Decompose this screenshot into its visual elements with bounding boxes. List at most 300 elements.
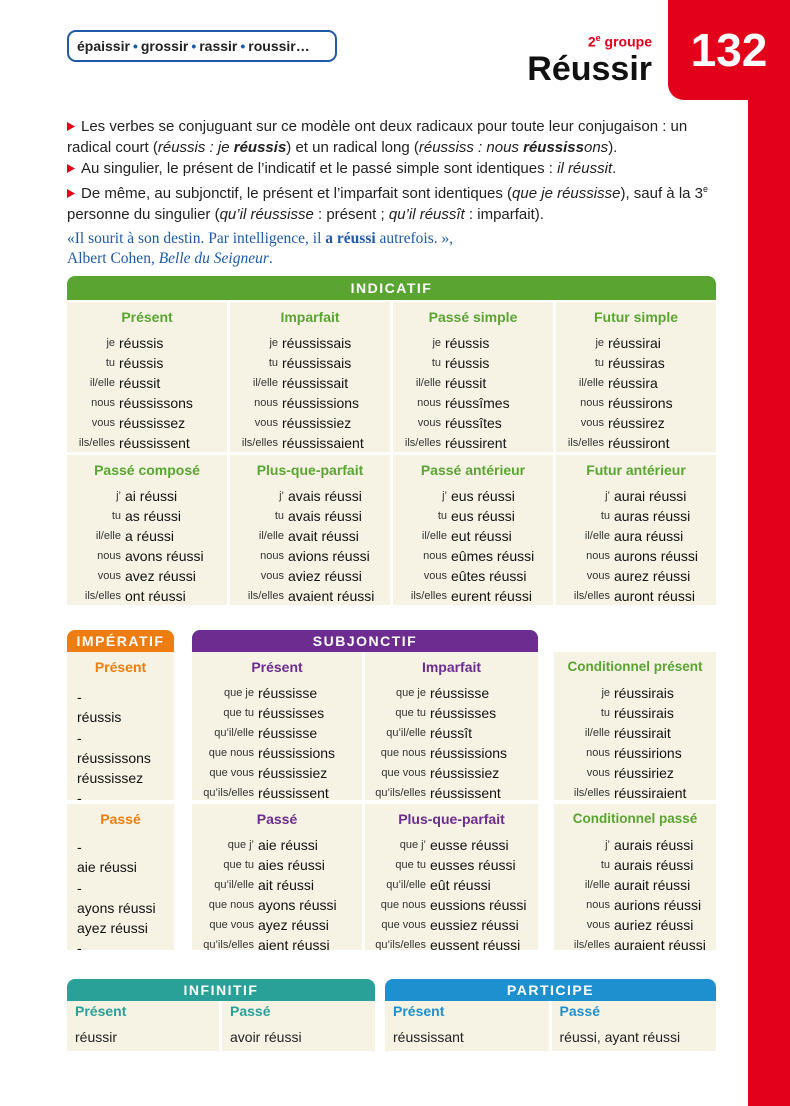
verb-form: réussirais <box>614 705 674 721</box>
verb-form: réussissait <box>282 375 349 391</box>
bullet-icon: • <box>132 38 138 54</box>
bullet-icon: • <box>240 38 246 54</box>
conjugation-list <box>365 835 538 950</box>
pronoun: que vous <box>209 919 254 931</box>
conjugation-row <box>554 935 716 950</box>
pronoun: vous <box>417 417 441 429</box>
tense-cell <box>67 302 227 452</box>
rules-text <box>67 116 727 225</box>
conjugation-row <box>192 835 362 855</box>
pronoun: j’ <box>605 490 610 502</box>
pronoun: que tu <box>223 707 254 719</box>
pronoun: je <box>432 337 441 349</box>
verb-form: ayez réussi <box>258 917 329 933</box>
pronoun: il/elle <box>584 879 610 891</box>
pronoun: nous <box>586 899 610 911</box>
tense-title: Présent <box>75 1003 127 1019</box>
conjugation-row <box>192 915 362 935</box>
conjugation-row <box>230 526 390 546</box>
pronoun: que vous <box>209 767 254 779</box>
conjugation-row <box>192 855 362 875</box>
tense-cell <box>365 804 538 950</box>
pronoun: que nous <box>380 899 426 911</box>
pronoun: nous <box>586 550 610 562</box>
pronoun: que j’ <box>399 839 426 851</box>
pronoun: il/elle <box>578 377 604 389</box>
verb-form: réussir <box>75 1029 118 1045</box>
conjugation-row <box>230 566 390 586</box>
conjugation-row <box>554 875 716 895</box>
conjugation-row <box>554 895 716 915</box>
verb-form: réussisses <box>430 705 497 721</box>
conjugation-row <box>556 566 716 586</box>
pronoun: vous <box>586 919 610 931</box>
verb-form: - <box>77 879 82 896</box>
verb-form: réussissaient <box>282 435 364 451</box>
pronoun: que tu <box>395 707 426 719</box>
pronoun: ils/elles <box>241 437 278 449</box>
conjugation-row <box>230 486 390 506</box>
verb-form: aient réussi <box>258 937 330 950</box>
tense-cell <box>393 455 553 605</box>
verb-form: a réussi <box>125 528 175 544</box>
verb-form: réussiraient <box>614 785 687 800</box>
pronoun: ils/elles <box>84 590 121 602</box>
pronoun: que nous <box>208 899 254 911</box>
conjugation-row <box>67 433 227 452</box>
verb-form: réussi, ayant réussi <box>559 1029 681 1045</box>
bullet-icon <box>67 189 75 198</box>
tense-cell <box>554 652 716 800</box>
conjugation-list <box>230 486 390 605</box>
verb-form: avais réussi <box>288 488 362 504</box>
verb-form: aurais réussi <box>614 857 694 873</box>
conjugation-row <box>556 373 716 393</box>
conjugation-list <box>192 835 362 950</box>
verb-form: eussent réussi <box>430 937 521 950</box>
verb-form: eûtes réussi <box>451 568 527 584</box>
similar-verb: rassir <box>199 38 238 54</box>
verb-form: réussit <box>445 375 487 391</box>
conjugation-row <box>554 683 716 703</box>
bullet-icon <box>67 164 75 173</box>
pronoun: qu’ils/elles <box>375 939 426 950</box>
tense-title: Passé composé <box>94 462 200 478</box>
conjugation-row <box>556 506 716 526</box>
conjugation-row <box>393 373 553 393</box>
tense-title: Imparfait <box>280 309 340 325</box>
conjugation-row <box>365 783 538 800</box>
conjugation-row <box>554 743 716 763</box>
pronoun: vous <box>586 767 610 779</box>
pronoun: je <box>595 337 604 349</box>
conjugation-row <box>365 875 538 895</box>
pronoun: tu <box>268 357 278 369</box>
conjugation-row <box>192 783 362 800</box>
verb-form: - <box>77 689 82 705</box>
pronoun: nous <box>97 550 121 562</box>
pronoun: il/elle <box>258 530 284 542</box>
conjugation-row <box>365 935 538 950</box>
verb-form: avions réussi <box>288 548 370 564</box>
tense-cell <box>556 455 716 605</box>
pronoun: vous <box>586 570 610 582</box>
verb-form: réussirait <box>614 725 671 741</box>
tense-cell <box>67 652 174 800</box>
conjugation-row <box>192 723 362 743</box>
verb-form: auriez réussi <box>614 917 694 933</box>
verb-title: Réussir <box>527 50 652 88</box>
verb-form: aurons réussi <box>614 548 699 564</box>
conjugation-row <box>554 915 716 935</box>
pronoun: nous <box>91 397 115 409</box>
conjugation-row <box>192 763 362 783</box>
pronoun: nous <box>260 550 284 562</box>
pronoun: ils/elles <box>78 437 115 449</box>
similar-verb: roussir… <box>248 38 310 54</box>
verb-form: réussissions <box>282 395 360 411</box>
pronoun: que nous <box>208 747 254 759</box>
verb-form: aies réussi <box>258 857 325 873</box>
tense-title: Futur antérieur <box>586 462 686 478</box>
conjugation-row <box>556 586 716 605</box>
pronoun: il/elle <box>415 377 441 389</box>
rule-paragraph: Les verbes se conjuguant sur ce modèle ont deux radicaux pour toute leur conjugaison : un radical court (réussis : je réussis) et un radical long (réussiss : nous réussissons). <box>67 118 688 156</box>
conjugation-row <box>393 433 553 452</box>
pronoun: il/elle <box>421 530 447 542</box>
pronoun: ils/elles <box>567 437 604 449</box>
tense-cell <box>556 302 716 452</box>
conjugation-list <box>556 486 716 605</box>
conjugation-row <box>230 413 390 433</box>
pronoun: que tu <box>395 859 426 871</box>
literary-quote: «Il sourit à son destin. Par intelligence, il a réussi autrefois. », Albert Cohen, Belle du Seigneur. <box>67 230 454 267</box>
conjugation-row <box>554 783 716 800</box>
conjugation-list <box>365 683 538 800</box>
tense-cell <box>365 652 538 800</box>
verb-form: eussiez réussi <box>430 917 519 933</box>
pronoun: vous <box>91 417 115 429</box>
pronoun: que nous <box>380 747 426 759</box>
pronoun: tu <box>431 357 441 369</box>
verb-form: aviez réussi <box>288 568 362 584</box>
verb-form: réussissent <box>430 785 501 800</box>
pronoun: ils/elles <box>573 787 610 799</box>
verb-form: réussissais <box>282 335 352 351</box>
pronoun: que vous <box>381 767 426 779</box>
conjugation-row <box>192 683 362 703</box>
conjugation-row <box>393 333 553 353</box>
conjugation-row <box>230 586 390 605</box>
conjugation-row <box>393 586 553 605</box>
conjugation-row <box>365 895 538 915</box>
conjugation-row <box>556 393 716 413</box>
conjugation-row <box>230 333 390 353</box>
pronoun: nous <box>423 550 447 562</box>
pronoun: ils/elles <box>404 437 441 449</box>
verb-form: - <box>77 940 82 950</box>
verb-form: avez réussi <box>125 568 196 584</box>
verb-form: avoir réussi <box>230 1029 302 1045</box>
pronoun: il/elle <box>252 377 278 389</box>
conjugation-row <box>365 835 538 855</box>
verb-form: réussirent <box>445 435 507 451</box>
imperatif-header: IMPÉRATIF <box>67 630 174 652</box>
verb-form: réussîmes <box>445 395 510 411</box>
conjugation-row <box>230 506 390 526</box>
verb-form: aura réussi <box>614 528 684 544</box>
tense-cell <box>192 804 362 950</box>
pronoun: nous <box>586 747 610 759</box>
pronoun: ils/elles <box>573 590 610 602</box>
tense-title: Passé <box>230 1003 271 1019</box>
tense-title: Passé <box>256 811 298 827</box>
verb-group: 2e groupe <box>587 33 652 50</box>
verb-form: réussisse <box>258 685 318 701</box>
pronoun: je <box>269 337 278 349</box>
similar-verbs-box <box>67 30 337 62</box>
conjugation-row <box>230 546 390 566</box>
conjugation-row <box>67 586 227 605</box>
pronoun: nous <box>254 397 278 409</box>
verb-form: réussisses <box>258 705 325 721</box>
tense-title: Plus-que-parfait <box>256 462 364 478</box>
tense-title: Conditionnel passé <box>572 811 698 826</box>
verb-form: eût réussi <box>430 877 491 893</box>
verb-form: réussissions <box>430 745 508 761</box>
tense-title: Passé antérieur <box>420 462 526 478</box>
pronoun: que je <box>396 687 426 699</box>
rule-paragraph: De même, au subjonctif, le présent et l’imparfait sont identiques (que je réussisse), sauf à la 3e personne du singulier (qu’il réussisse : présent ; qu’il réussît : imparfait). <box>67 184 709 223</box>
page-number: 132 <box>668 0 790 100</box>
tense-cell <box>552 1001 717 1051</box>
verb-form: ayez réussi <box>77 920 148 937</box>
verb-form: réussira <box>608 375 658 391</box>
verb-form: avait réussi <box>288 528 359 544</box>
conjugation-list <box>67 837 174 950</box>
verb-form: aurions réussi <box>614 897 702 913</box>
tense-cell <box>67 1001 219 1051</box>
conjugation-row <box>393 546 553 566</box>
pronoun: qu’ils/elles <box>203 787 254 799</box>
verb-form: avons réussi <box>125 548 204 564</box>
tense-cell <box>192 652 362 800</box>
verb-form: réussissais <box>282 355 352 371</box>
verb-form: réussis <box>77 709 122 726</box>
verb-form: aurais réussi <box>614 837 694 853</box>
verb-form: aie réussi <box>258 837 318 853</box>
verb-form: aurai réussi <box>614 488 687 504</box>
verb-form: auront réussi <box>614 588 695 604</box>
tense-title: Conditionnel présent <box>567 659 703 674</box>
conjugation-row <box>230 353 390 373</box>
verb-form: réussis <box>119 355 164 371</box>
verb-form: réussissiez <box>282 415 352 431</box>
tense-cell <box>385 1001 549 1051</box>
verb-form: réussis <box>445 355 490 371</box>
conjugation-row <box>554 835 716 855</box>
verb-form: réussissons <box>77 749 151 766</box>
tense-title: Présent <box>393 1003 445 1019</box>
verb-form: auras réussi <box>614 508 691 524</box>
verb-form: ayons réussi <box>77 899 156 916</box>
conjugation-list <box>556 333 716 452</box>
verb-form: avaient réussi <box>288 588 375 604</box>
verb-form: eus réussi <box>451 488 515 504</box>
conjugation-row <box>67 526 227 546</box>
conjugation-row <box>192 743 362 763</box>
participe-header: PARTICIPE <box>385 979 716 1001</box>
conjugation-row <box>554 763 716 783</box>
conjugation-list <box>67 687 174 800</box>
conjugation-row <box>192 935 362 950</box>
conjugation-row <box>192 703 362 723</box>
verb-form: réussissons <box>119 395 193 411</box>
verb-form: eut réussi <box>451 528 512 544</box>
tense-title: Présent <box>94 659 147 675</box>
tense-title: Plus-que-parfait <box>398 811 505 827</box>
pronoun: il/elle <box>584 530 610 542</box>
pronoun: il/elle <box>95 530 121 542</box>
bullet-icon: • <box>191 38 197 54</box>
verb-form: ai réussi <box>125 488 178 504</box>
pronoun: vous <box>260 570 284 582</box>
verb-form: réussît <box>430 725 473 741</box>
verb-form: réussissez <box>119 415 186 431</box>
conjugation-row <box>67 506 227 526</box>
conjugation-row <box>67 566 227 586</box>
pronoun: ils/elles <box>410 590 447 602</box>
tense-title: Passé <box>100 811 141 827</box>
conjugation-row <box>554 855 716 875</box>
tense-title: Imparfait <box>421 659 482 675</box>
conjugation-row <box>393 393 553 413</box>
conjugation-row <box>556 333 716 353</box>
pronoun: tu <box>111 510 121 522</box>
conjugation-row <box>365 723 538 743</box>
pronoun: il/elle <box>89 377 115 389</box>
tense-cell <box>230 302 390 452</box>
verb-form: ont réussi <box>125 588 186 604</box>
verb-form: réussisse <box>430 685 490 701</box>
pronoun: qu’ils/elles <box>203 939 254 950</box>
verb-form: as réussi <box>125 508 182 524</box>
pronoun: qu’il/elle <box>214 727 254 739</box>
verb-form: eurent réussi <box>451 588 532 604</box>
conjugation-list <box>67 486 227 605</box>
tense-cell <box>230 455 390 605</box>
verb-form: ayons réussi <box>258 897 337 913</box>
pronoun: tu <box>594 357 604 369</box>
conjugation-row <box>556 486 716 506</box>
conjugation-list <box>554 683 716 800</box>
verb-form: réussiras <box>608 355 665 371</box>
conjugation-row <box>365 743 538 763</box>
conjugation-row <box>365 915 538 935</box>
conjugation-row <box>393 526 553 546</box>
conjugation-row <box>554 703 716 723</box>
pronoun: ils/elles <box>247 590 284 602</box>
verb-form: eus réussi <box>451 508 515 524</box>
pronoun: je <box>106 337 115 349</box>
pronoun: que je <box>224 687 254 699</box>
tense-cell <box>554 804 716 950</box>
verb-form: réussirions <box>614 745 682 761</box>
conjugation-row <box>365 855 538 875</box>
tense-title: Présent <box>251 659 303 675</box>
verb-form: réussis <box>119 335 164 351</box>
pronoun: tu <box>600 707 610 719</box>
conjugation-row <box>556 413 716 433</box>
verb-form: réussirez <box>608 415 665 431</box>
subjonctif-header: SUBJONCTIF <box>192 630 538 652</box>
conjugation-list <box>230 333 390 452</box>
conjugation-row <box>556 546 716 566</box>
conjugation-row <box>393 353 553 373</box>
rule-paragraph: Au singulier, le présent de l’indicatif et le passé simple sont identiques : il réussit. <box>67 158 727 179</box>
conjugation-list <box>192 683 362 800</box>
verb-form: réussissions <box>258 745 336 761</box>
verb-form: réussissiez <box>258 765 328 781</box>
conjugation-row <box>393 486 553 506</box>
verb-form: réussissent <box>258 785 329 800</box>
conjugation-list <box>393 333 553 452</box>
tense-title: Passé <box>559 1003 600 1019</box>
conjugation-row <box>67 373 227 393</box>
conjugation-row <box>67 353 227 373</box>
pronoun: ils/elles <box>573 939 610 950</box>
conjugation-row <box>230 393 390 413</box>
conjugation-row <box>230 433 390 452</box>
pronoun: vous <box>254 417 278 429</box>
verb-form: aie réussi <box>77 859 137 876</box>
verb-form: eusse réussi <box>430 837 509 853</box>
conjugation-row <box>192 895 362 915</box>
pronoun: nous <box>417 397 441 409</box>
verb-form: - <box>77 790 82 800</box>
conjugation-row <box>67 333 227 353</box>
pronoun: j’ <box>116 490 121 502</box>
pronoun: j’ <box>279 490 284 502</box>
conjugation-row <box>365 683 538 703</box>
infinitif-header: INFINITIF <box>67 979 375 1001</box>
conjugation-row <box>554 723 716 743</box>
red-side-bar <box>748 100 790 1106</box>
tense-cell <box>67 804 174 950</box>
verb-form: réussissent <box>119 435 190 451</box>
conjugation-row <box>393 566 553 586</box>
pronoun: vous <box>97 570 121 582</box>
pronoun: nous <box>580 397 604 409</box>
tense-cell <box>222 1001 375 1051</box>
verb-form: ait réussi <box>258 877 315 893</box>
conjugation-row <box>230 373 390 393</box>
pronoun: qu’il/elle <box>386 727 426 739</box>
verb-form: - <box>77 729 82 746</box>
conjugation-row <box>393 413 553 433</box>
verb-form: réussiriez <box>614 765 674 781</box>
conjugation-row <box>556 526 716 546</box>
verb-form: aurait réussi <box>614 877 691 893</box>
verb-form: - <box>77 839 82 855</box>
pronoun: j’ <box>442 490 447 502</box>
conjugation-row <box>192 875 362 895</box>
verb-form: réussirais <box>614 685 674 701</box>
pronoun: j’ <box>605 839 610 851</box>
verb-form: réussissant <box>393 1029 464 1045</box>
pronoun: qu’il/elle <box>214 879 254 891</box>
pronoun: tu <box>600 510 610 522</box>
